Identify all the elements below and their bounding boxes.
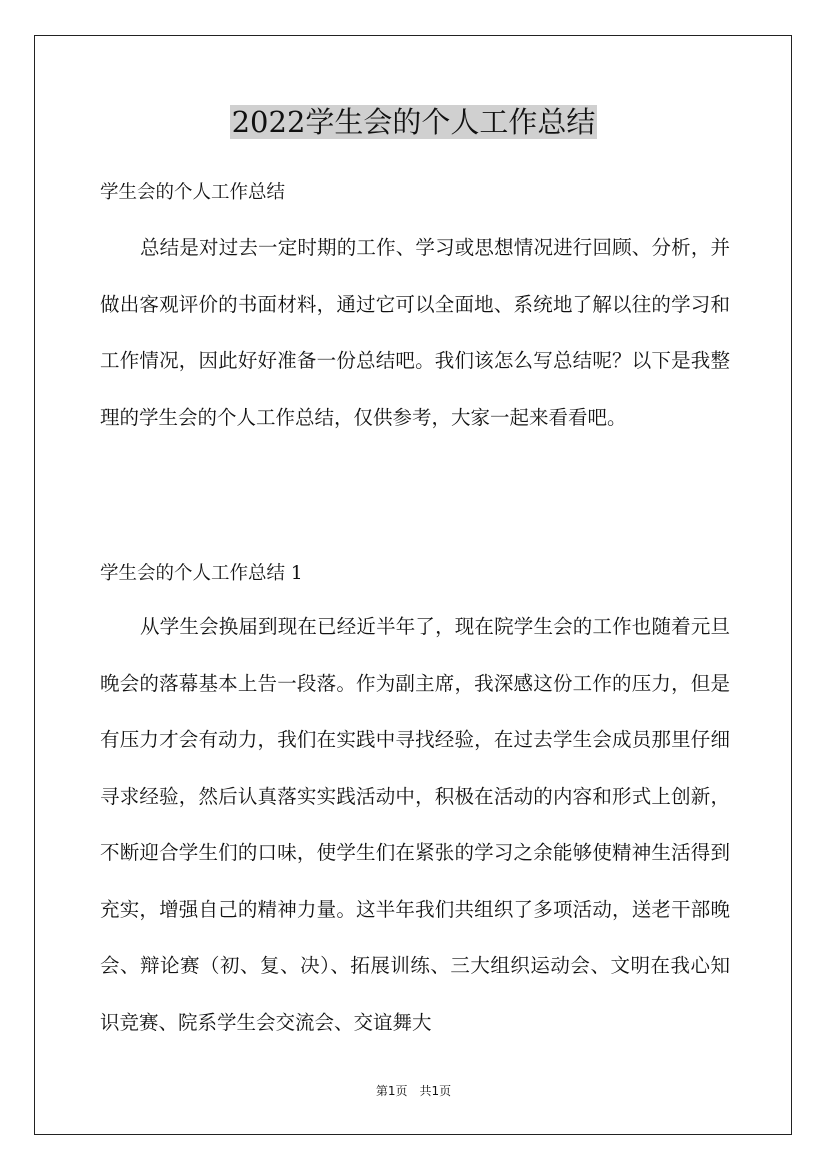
intro-heading: 学生会的个人工作总结	[100, 182, 286, 203]
page-number-footer: 第1页 共1页	[375, 1084, 452, 1098]
section-1-heading: 学生会的个人工作总结 1	[100, 563, 303, 584]
document-title-container	[0, 100, 827, 144]
intro-paragraph: 总结是对过去一定时期的工作、学习或思想情况进行回顾、分析，并做出客观评价的书面材料，通过它可以全面地、系统地了解以往的学习和工作情况，因此好好准备一份总结吧。我们该怎么写总结呢？以下是我整理的学生会的个人工作总结，仅供参考，大家一起来看看吧。	[100, 236, 730, 429]
document-title: 2022学生会的个人工作总结	[231, 105, 596, 139]
section-1-paragraph: 从学生会换届到现在已经近半年了，现在院学生会的工作也随着元旦晚会的落幕基本上告一段落。作为副主席，我深感这份工作的压力，但是有压力才会有动力，我们在实践中寻找经验，在过去学生会成员那里仔细寻求经验，然后认真落实实践活动中，积极在活动的内容和形式上创新，不断迎合学生们的口味，使学生们在紧张的学习之余能够使精神生活得到充实，增强自己的精神力量。这半年我们共组织了多项活动，送老干部晚会、辩论赛（初、复、决）、拓展训练、三大组织运动会、文明在我心知识竞赛、院系学生会交流会、交谊舞大	[100, 615, 730, 1034]
